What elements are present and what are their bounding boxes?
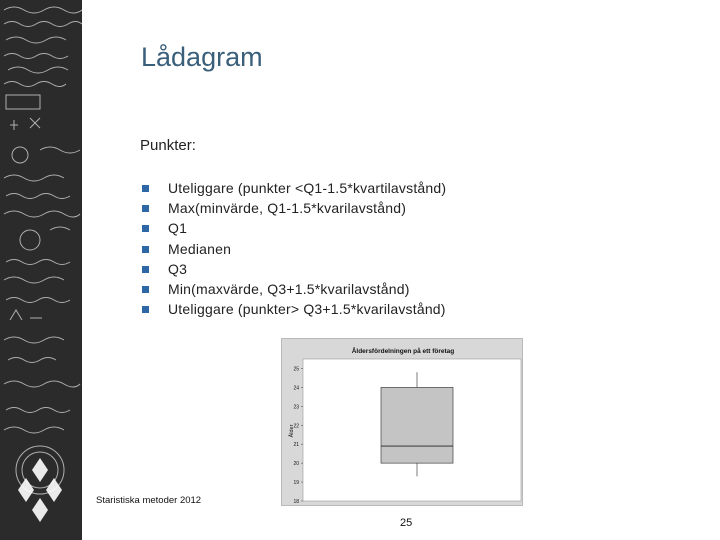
chalkboard-decoration — [0, 0, 82, 540]
points-heading: Punkter: — [140, 137, 196, 154]
y-tick-label: 20 — [293, 461, 299, 468]
bullet-item — [140, 299, 446, 319]
square-bullet-icon — [142, 205, 149, 212]
chart-title: Åldersfördelningen på ett företag — [351, 348, 455, 355]
square-bullet-icon — [142, 286, 149, 293]
square-bullet-icon — [142, 225, 149, 232]
y-tick-label: 18 — [293, 499, 299, 505]
square-bullet-icon — [142, 185, 149, 192]
square-bullet-icon — [142, 266, 149, 273]
bullet-text: Uteliggare (punkter <Q1-1.5*kvartilavstånd) — [168, 180, 447, 196]
bullet-item — [140, 178, 446, 198]
bullet-item — [140, 259, 446, 279]
y-tick-label: 23 — [293, 404, 299, 411]
y-axis-label: Ålder — [289, 424, 295, 438]
bullet-list — [140, 178, 446, 319]
bullet-text: Min(maxvärde, Q3+1.5*kvarilavstånd) — [168, 281, 410, 298]
boxplot-figure — [281, 338, 523, 506]
y-tick-label: 22 — [293, 423, 299, 430]
y-tick-label: 21 — [293, 442, 299, 449]
interquartile-box — [381, 387, 453, 463]
footer-text: Staristiska metoder 2012 — [96, 495, 202, 506]
bullet-text: Medianen — [168, 240, 232, 257]
boxplot-chart — [282, 339, 524, 507]
bullet-item — [140, 198, 446, 218]
bullet-text: Uteliggare (punkter> Q3+1.5*kvarilavstånd) — [168, 301, 446, 318]
page-number: 25 — [400, 517, 413, 529]
y-tick-label: 19 — [293, 480, 299, 487]
bullet-item — [140, 279, 446, 299]
slide-title: Lådagram — [141, 42, 263, 72]
bullet-text: Q3 — [168, 260, 188, 277]
square-bullet-icon — [142, 306, 149, 313]
bullet-text: Q1 — [168, 220, 188, 237]
square-bullet-icon — [142, 246, 149, 253]
chalk-scribbles — [0, 0, 82, 540]
bullet-text: Max(minvärde, Q1-1.5*kvarilavstånd) — [168, 200, 407, 217]
box-marks — [381, 372, 453, 476]
y-tick-label: 24 — [293, 385, 299, 392]
bullet-item — [140, 239, 446, 259]
bullet-item — [140, 218, 446, 238]
y-tick-label: 25 — [293, 366, 299, 373]
